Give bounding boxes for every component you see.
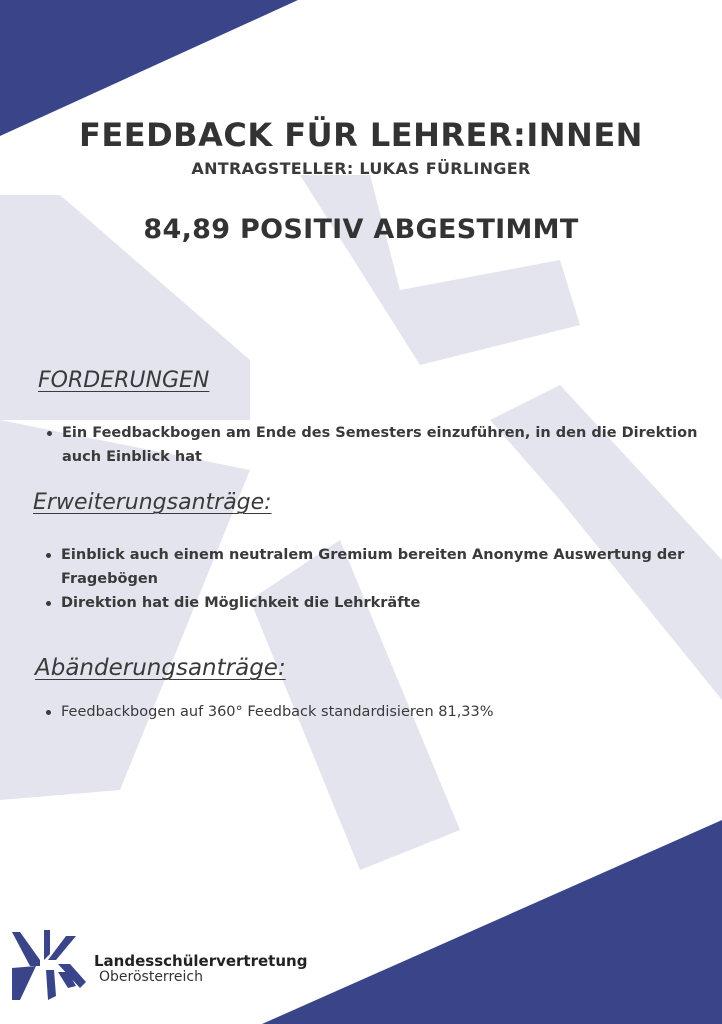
- list-item: Direktion hat die Möglichkeit die Lehrkräfte: [61, 591, 721, 615]
- lsv-logo-icon: [10, 926, 90, 1006]
- document-title: FEEDBACK FÜR LEHRER:INNEN: [79, 116, 643, 154]
- section-heading-erweiterungsantraege: Erweiterungsanträge:: [33, 490, 272, 515]
- section-heading-forderungen: FORDERUNGEN: [38, 368, 210, 393]
- list-item: Einblick auch einem neutralem Gremium bereiten Anonyme Auswertung der Fragebögen: [61, 543, 721, 591]
- section-heading-abaenderungsantraege: Abänderungsanträge:: [35, 655, 286, 681]
- vote-result: 84,89 POSITIV ABGESTIMMT: [143, 214, 579, 245]
- organization-name: Landesschülervertretung: [94, 952, 308, 970]
- applicant-line: ANTRAGSTELLER: LUKAS FÜRLINGER: [191, 159, 531, 178]
- forderungen-list: [40, 421, 722, 469]
- abaenderungsantraege-list: [39, 700, 721, 724]
- list-item: Feedbackbogen auf 360° Feedback standardisieren 81,33%: [61, 700, 721, 724]
- list-item: Ein Feedbackbogen am Ende des Semesters einzuführen, in den die Direktion auch Einblick hat: [62, 421, 722, 469]
- organization-region: Oberösterreich: [99, 969, 203, 985]
- erweiterungsantraege-list: [39, 543, 721, 615]
